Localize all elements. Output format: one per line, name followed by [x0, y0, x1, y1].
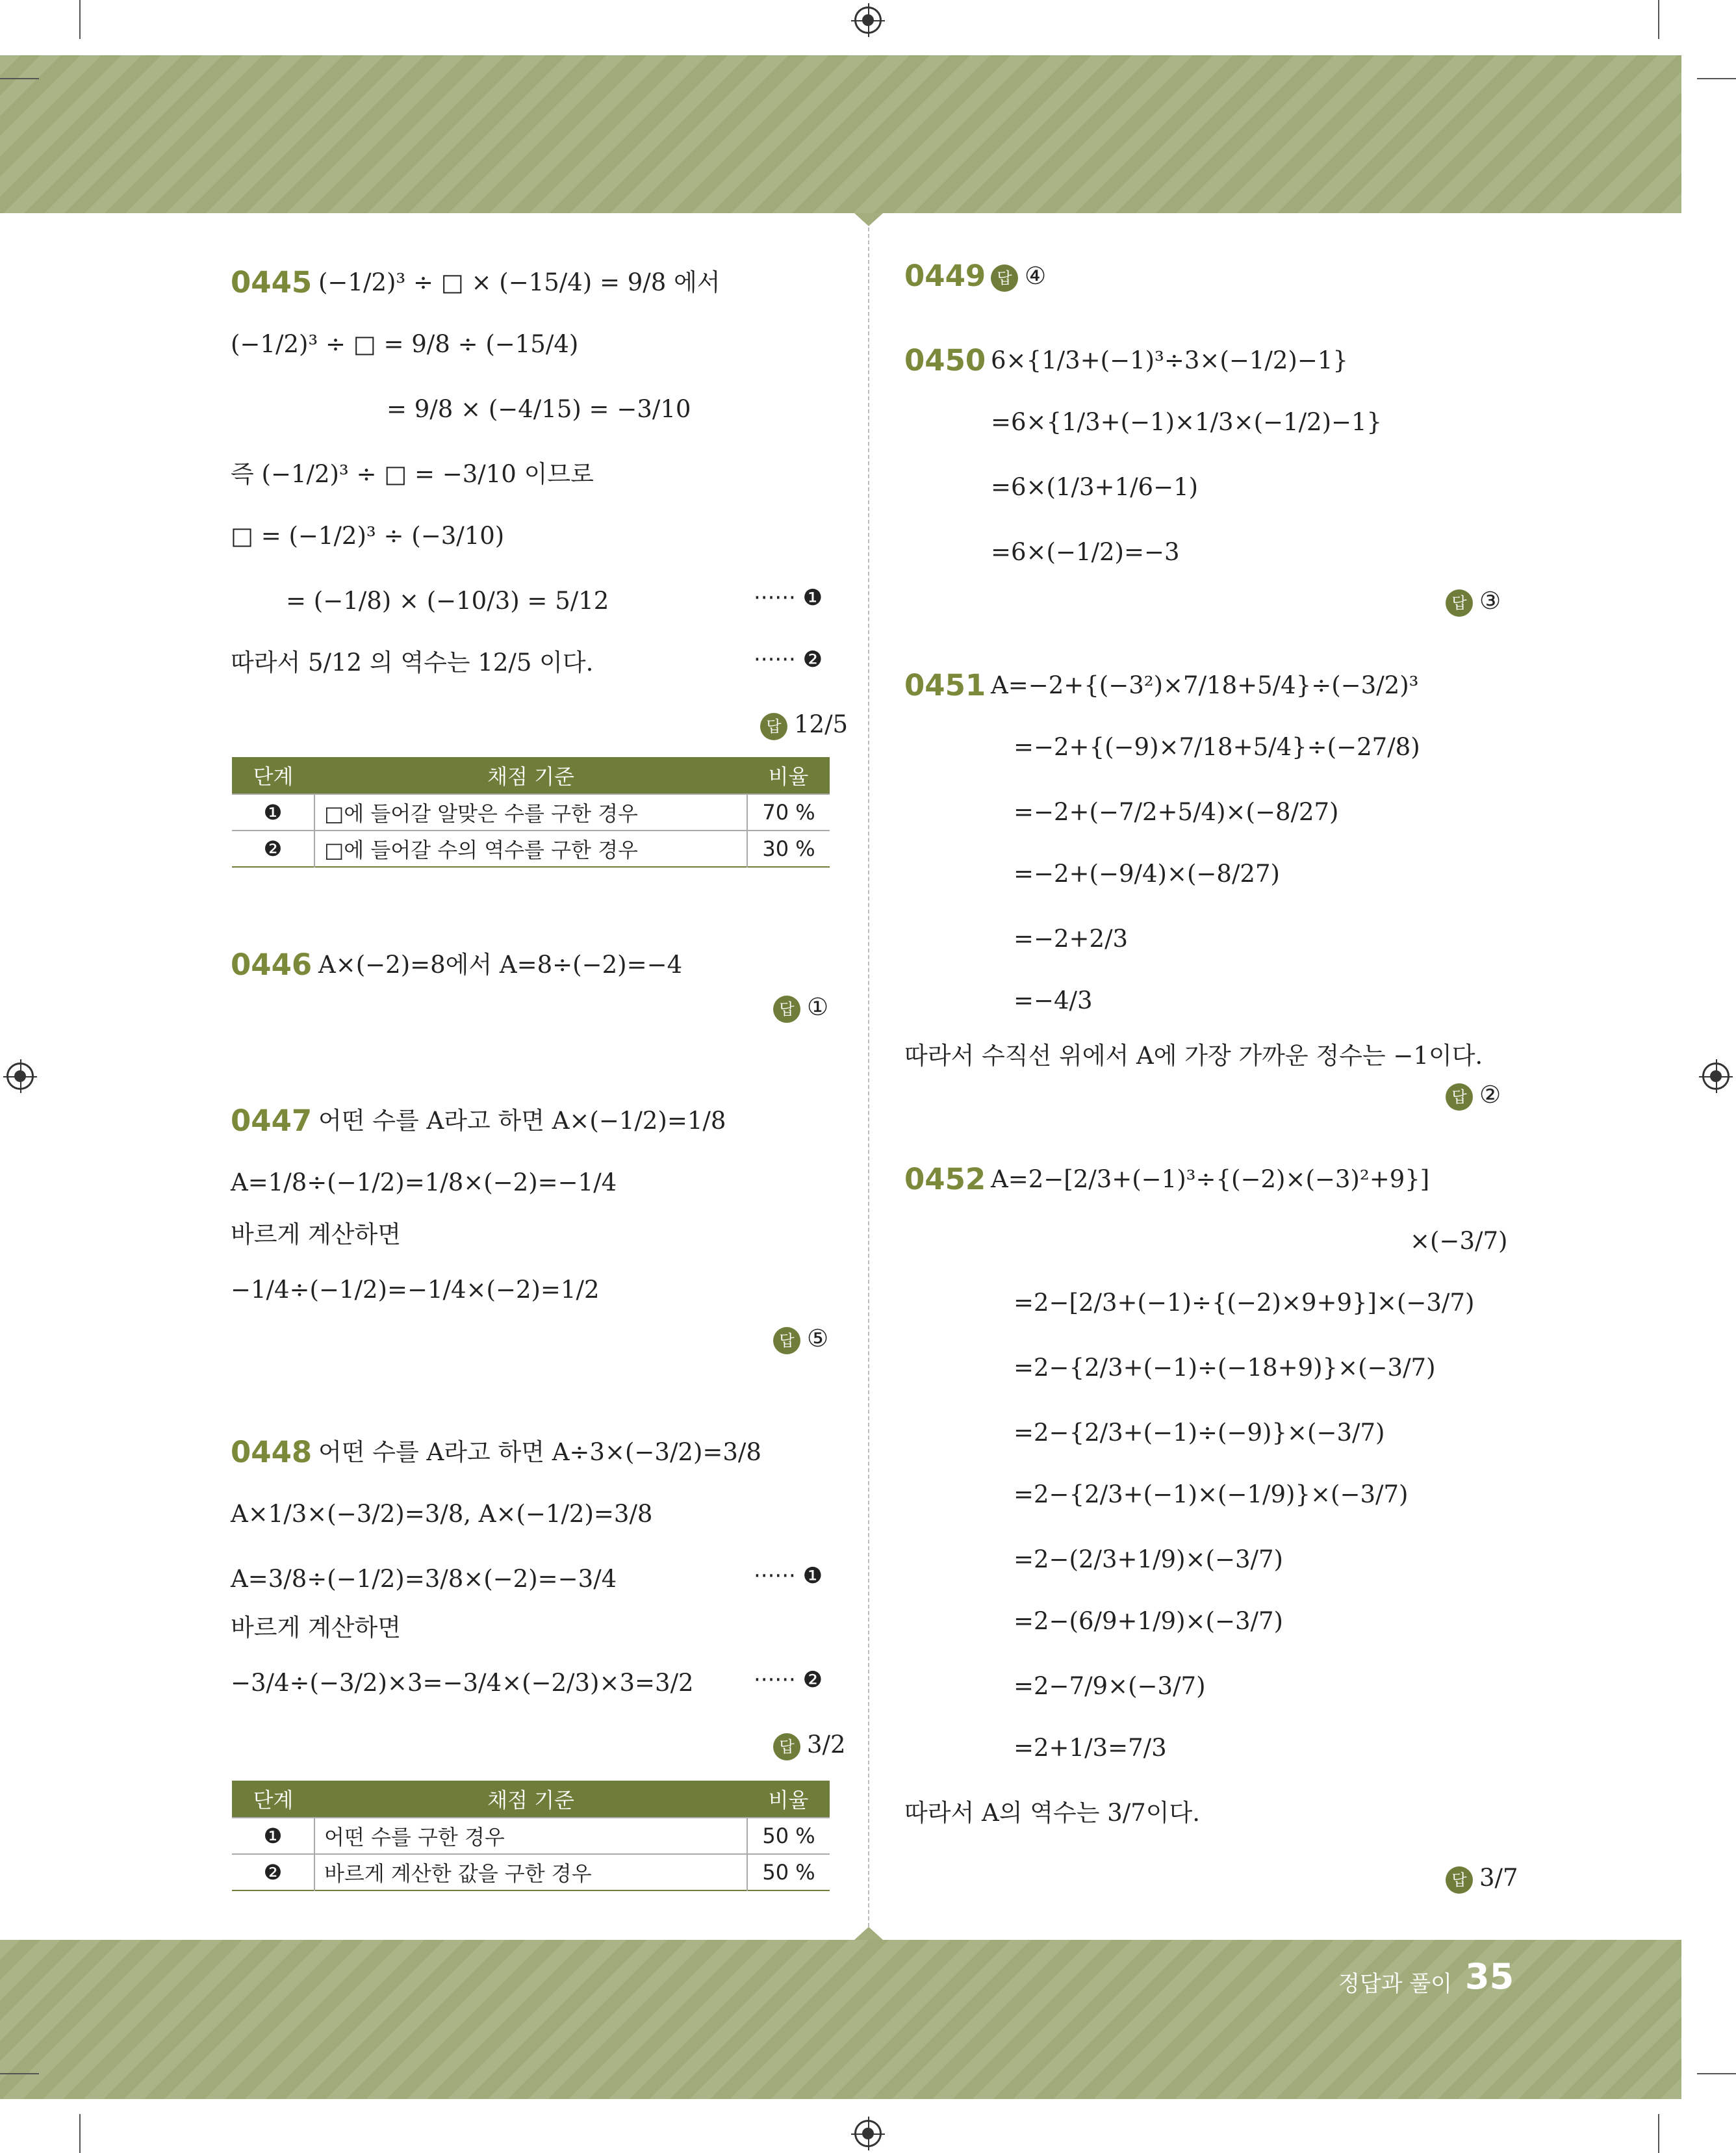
problem-number: 0451 — [904, 668, 986, 703]
problem-number: 0448 — [231, 1435, 313, 1469]
table-cell: ❷ — [232, 831, 314, 867]
answer-badge-icon: 답 — [760, 713, 787, 740]
problem-number: 0452 — [904, 1162, 986, 1196]
answer — [1446, 1859, 1518, 1898]
answer-badge-icon: 답 — [1446, 589, 1473, 617]
answer — [991, 257, 1046, 296]
solution-line: =2−[2/3+(−1)÷{(−2)×9+9}]×(−3/7) — [1014, 1289, 1475, 1317]
step-marker: ······ ❷ — [754, 1667, 823, 1693]
solution-line: =2−(6/9+1/9)×(−3/7) — [1014, 1607, 1283, 1635]
bottom-notch — [854, 1927, 883, 1940]
solution-line: =2−7/9×(−3/7) — [1014, 1672, 1206, 1700]
answer — [1446, 582, 1501, 621]
solution-line: (−1/2)³ ÷ □ = 9/8 ÷ (−15/4) — [231, 330, 579, 358]
problem-number: 0449 — [904, 259, 986, 293]
answer-value: ① — [807, 993, 829, 1021]
crop-mark — [0, 2073, 39, 2074]
answer — [760, 705, 848, 744]
table-cell: 70 % — [747, 794, 830, 831]
solution-line: = (−1/8) × (−10/3) = 5/12 — [286, 587, 609, 615]
solution-line: A=−2+{(−3²)×7/18+5/4}÷(−3/2)³ — [991, 671, 1419, 699]
solution-line: =−2+(−7/2+5/4)×(−8/27) — [1014, 798, 1339, 826]
table-cell: □에 들어갈 수의 역수를 구한 경우 — [314, 831, 747, 867]
registration-mark-icon — [854, 2120, 882, 2147]
answer — [773, 988, 828, 1027]
step-marker: ······ ❶ — [754, 1563, 823, 1589]
solution-line: =6×(−1/2)=−3 — [991, 538, 1180, 566]
solution-line: ×(−3/7) — [1410, 1227, 1508, 1255]
bottom-band — [0, 1940, 1681, 2099]
table-header: 비율 — [747, 1781, 830, 1818]
table-header: 단계 — [232, 1781, 314, 1818]
table-cell: 50 % — [747, 1854, 830, 1890]
answer-value: ② — [1479, 1081, 1501, 1109]
problem-number: 0450 — [904, 343, 986, 378]
problem-number: 0446 — [231, 948, 313, 982]
solution-line: 바르게 계산하면 — [231, 1614, 401, 1642]
solution-line: =2−{2/3+(−1)×(−1/9)}×(−3/7) — [1014, 1480, 1409, 1508]
solution-line: 6×{1/3+(−1)³÷3×(−1/2)−1} — [991, 346, 1348, 374]
solution-line: =2−{2/3+(−1)÷(−18+9)}×(−3/7) — [1014, 1354, 1436, 1382]
answer-value: 3/7 — [1479, 1864, 1518, 1892]
top-band — [0, 55, 1681, 213]
problem-number: 0445 — [231, 265, 313, 300]
answer-badge-icon: 답 — [773, 1327, 800, 1354]
page-number: 35 — [1465, 1956, 1514, 1997]
scoring-table — [232, 757, 830, 868]
solution-line: =6×(1/3+1/6−1) — [991, 473, 1199, 501]
table-header: 채점 기준 — [314, 757, 747, 794]
solution-line: =6×{1/3+(−1)×1/3×(−1/2)−1} — [991, 408, 1383, 436]
answer-badge-icon: 답 — [773, 996, 800, 1023]
answer-badge-icon: 답 — [1446, 1866, 1473, 1894]
crop-mark — [1697, 78, 1736, 79]
table-row — [232, 831, 830, 867]
solution-line: =−2+(−9/4)×(−8/27) — [1014, 860, 1280, 888]
column-divider — [868, 227, 869, 1927]
crop-mark — [1697, 2073, 1736, 2074]
answer-value: ④ — [1025, 262, 1047, 290]
answer-value: ⑤ — [807, 1324, 829, 1352]
answer-value: ③ — [1479, 587, 1501, 615]
solution-line: −1/4÷(−1/2)=−1/4×(−2)=1/2 — [231, 1276, 600, 1304]
solution-line: 어떤 수를 A라고 하면 A÷3×(−3/2)=3/8 — [318, 1438, 761, 1466]
table-cell: 어떤 수를 구한 경우 — [314, 1818, 747, 1854]
answer-badge-icon: 답 — [1446, 1083, 1473, 1111]
answer — [1446, 1076, 1501, 1115]
table-header: 채점 기준 — [314, 1781, 747, 1818]
solution-line: A×1/3×(−3/2)=3/8, A×(−1/2)=3/8 — [231, 1500, 653, 1528]
solution-line: A=2−[2/3+(−1)³÷{(−2)×(−3)²+9}] — [991, 1165, 1430, 1193]
solution-line: =2+1/3=7/3 — [1014, 1734, 1167, 1762]
footer-label: 정답과 풀이 — [1338, 1971, 1453, 1997]
answer-badge-icon: 답 — [773, 1733, 800, 1760]
registration-mark-icon — [854, 6, 882, 34]
table-cell: ❷ — [232, 1854, 314, 1890]
solution-line: =2−{2/3+(−1)÷(−9)}×(−3/7) — [1014, 1419, 1385, 1447]
solution-line: A=1/8÷(−1/2)=1/8×(−2)=−1/4 — [231, 1168, 617, 1196]
table-header: 비율 — [747, 757, 830, 794]
solution-line: −3/4÷(−3/2)×3=−3/4×(−2/3)×3=3/2 — [231, 1669, 694, 1697]
solution-line: =−2+{(−9)×7/18+5/4}÷(−27/8) — [1014, 733, 1420, 761]
table-row — [232, 1854, 830, 1890]
step-marker: ······ ❷ — [754, 647, 823, 673]
solution-line: 따라서 5/12 의 역수는 12/5 이다. — [231, 649, 594, 677]
table-cell: 바르게 계산한 값을 구한 경우 — [314, 1854, 747, 1890]
table-row — [232, 1818, 830, 1854]
registration-mark-icon — [1702, 1063, 1730, 1090]
problem-number: 0447 — [231, 1103, 313, 1138]
solution-line: (−1/2)³ ÷ □ × (−15/4) = 9/8 에서 — [318, 268, 721, 296]
table-cell: □에 들어갈 알맞은 수를 구한 경우 — [314, 794, 747, 831]
solution-line: A×(−2)=8에서 A=8÷(−2)=−4 — [318, 951, 683, 979]
crop-mark — [79, 0, 81, 39]
table-cell: 30 % — [747, 831, 830, 867]
table-header: 단계 — [232, 757, 314, 794]
solution-line: 따라서 A의 역수는 3/7이다. — [904, 1799, 1200, 1827]
answer-value: 12/5 — [794, 710, 849, 738]
solution-line: = 9/8 × (−4/15) = −3/10 — [387, 395, 691, 423]
solution-line: 즉 (−1/2)³ ÷ □ = −3/10 이므로 — [231, 460, 594, 488]
top-notch — [854, 213, 883, 226]
step-marker: ······ ❶ — [754, 585, 823, 611]
scoring-table — [232, 1781, 830, 1891]
solution-line: =−2+2/3 — [1014, 925, 1129, 953]
solution-line: A=3/8÷(−1/2)=3/8×(−2)=−3/4 — [231, 1565, 617, 1593]
solution-line: □ = (−1/2)³ ÷ (−3/10) — [231, 522, 505, 550]
crop-mark — [1658, 0, 1659, 39]
table-cell: 50 % — [747, 1818, 830, 1854]
answer — [773, 1725, 846, 1764]
crop-mark — [79, 2114, 81, 2153]
crop-mark — [1658, 2114, 1659, 2153]
crop-mark — [0, 78, 39, 79]
solution-line: 바르게 계산하면 — [231, 1220, 401, 1248]
answer-badge-icon: 답 — [991, 264, 1018, 292]
solution-line: =−4/3 — [1014, 986, 1093, 1014]
table-row — [232, 794, 830, 831]
solution-line: 따라서 수직선 위에서 A에 가장 가까운 정수는 −1이다. — [904, 1042, 1483, 1070]
table-cell: ❶ — [232, 1818, 314, 1854]
answer — [773, 1319, 828, 1358]
solution-line: =2−(2/3+1/9)×(−3/7) — [1014, 1545, 1283, 1573]
table-cell: ❶ — [232, 794, 314, 831]
solution-line: 어떤 수를 A라고 하면 A×(−1/2)=1/8 — [318, 1107, 726, 1135]
answer-value: 3/2 — [807, 1731, 846, 1759]
registration-mark-icon — [6, 1063, 34, 1090]
